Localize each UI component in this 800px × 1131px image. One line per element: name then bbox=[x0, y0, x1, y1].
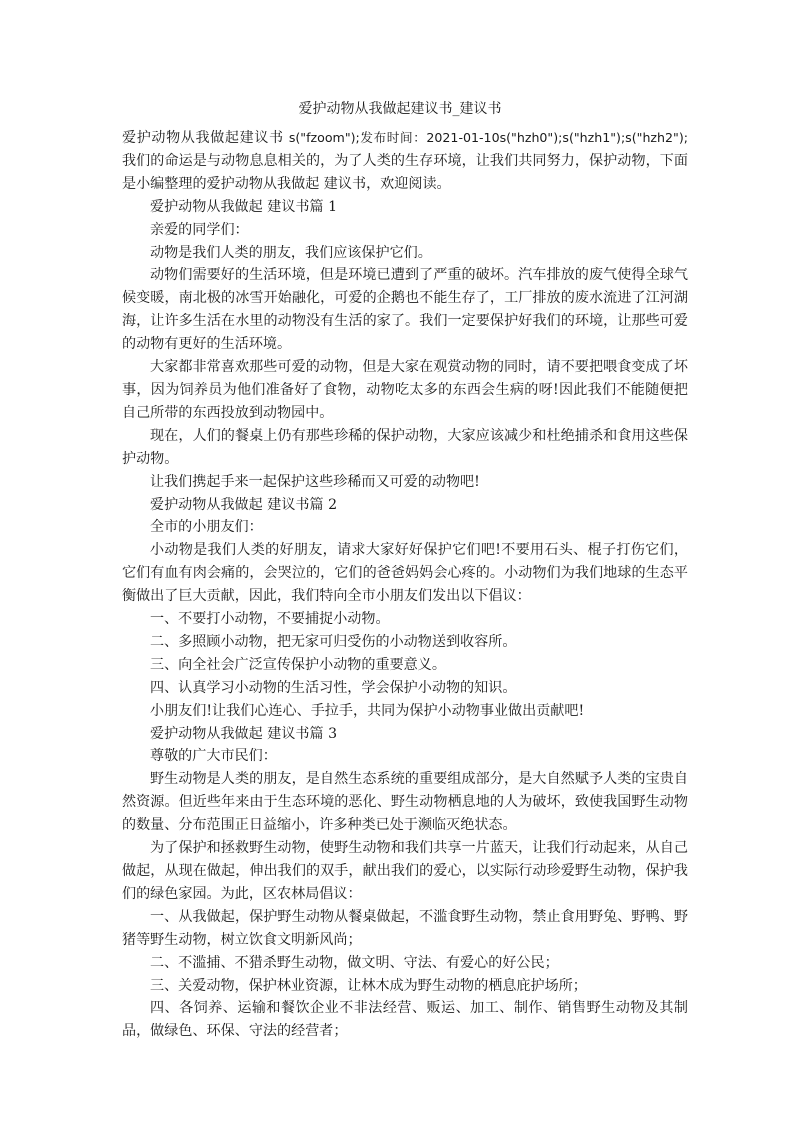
list-item: 四、认真学习小动物的生活习性，学会保护小动物的知识。 bbox=[150, 679, 517, 696]
section-heading-2: 爱护动物从我做起 建议书篇 2 bbox=[150, 496, 338, 513]
list-item: 一、从我做起，保护野生动物从餐桌做起，不滥食野生动物，禁止食用野兔、野鸭、野猪等野生动物，树立饮食文明新风尚； bbox=[122, 908, 688, 948]
list-item: 二、多照顾小动物，把无家可归受伤的小动物送到收容所。 bbox=[150, 633, 517, 650]
list-item: 一、不要打小动物，不要捕捉小动物。 bbox=[150, 611, 390, 628]
section-heading-1: 爱护动物从我做起 建议书篇 1 bbox=[150, 198, 338, 215]
list-item: 四、各饲养、运输和餐饮企业不非法经营、贩运、加工、制作、销售野生动物及其制品，做绿色、环保、守法的经营者； bbox=[122, 1000, 688, 1040]
paragraph: 小动物是我们人类的好朋友，请求大家好好保护它们吧!不要用石头、棍子打伤它们，它们有血有肉会痛的，会哭泣的，它们的爸爸妈妈会心疼的。小动物们为我们地球的生态平衡做出了巨大贡献，因此，我们特向全市小朋友们发出以下倡议： bbox=[122, 542, 688, 605]
list-item: 二、不滥捕、不猎杀野生动物，做文明、守法、有爱心的好公民； bbox=[150, 954, 559, 971]
document-body bbox=[122, 127, 688, 1043]
document-title: 爱护动物从我做起建议书_建议书 bbox=[298, 101, 502, 117]
paragraph: 为了保护和拯救野生动物，使野生动物和我们共享一片蓝天，让我们行动起来，从自己做起，从现在做起，伸出我们的双手，献出我们的爱心，以实际行动珍爱野生动物，保护我们的绿色家园。为此，区农林局倡议： bbox=[122, 840, 688, 902]
list-item: 三、向全社会广泛宣传保护小动物的重要意义。 bbox=[150, 656, 446, 673]
salutation-2: 全市的小朋友们： bbox=[150, 519, 263, 536]
paragraph: 大家都非常喜欢那些可爱的动物，但是大家在观赏动物的同时，请不要把喂食变成了坏事，因为饲养员为他们准备好了食物，动物吃太多的东西会生病的呀!因此我们不能随便把自己所带的东西投放到动物园中。 bbox=[122, 359, 688, 421]
paragraph: 动物们需要好的生活环境，但是环境已遭到了严重的破坏。汽车排放的废气使得全球气候变暖，南北极的冰雪开始融化，可爱的企鹅也不能生存了，工厂排放的废水流进了江河湖海，让许多生活在水里的动物没有生活的家了。我们一定要保护好我们的环境，让那些可爱的动物有更好的生活环境。 bbox=[122, 267, 688, 353]
salutation-1: 亲爱的同学们： bbox=[150, 221, 249, 238]
paragraph: 让我们携起手来一起保护这些珍稀而又可爱的动物吧! bbox=[150, 473, 480, 490]
section-heading-3: 爱护动物从我做起 建议书篇 3 bbox=[150, 725, 338, 742]
paragraph: 动物是我们人类的朋友，我们应该保护它们。 bbox=[150, 244, 432, 261]
intro-lead: 爱护动物从我做起建议书 bbox=[122, 130, 289, 146]
paragraph: 现在，人们的餐桌上仍有那些珍稀的保护动物，大家应该减少和杜绝捕杀和食用这些保护动物。 bbox=[122, 427, 688, 467]
intro-paragraph bbox=[122, 127, 688, 196]
intro-rest: 我们的命运是与动物息息相关的，为了人类的生存环境，让我们共同努力，保护动物，下面是小编整理的爱护动物从我做起 建议书，欢迎阅读。 bbox=[122, 152, 688, 192]
list-item: 三、关爱动物，保护林业资源，让林木成为野生动物的栖息庇护场所； bbox=[150, 977, 587, 994]
paragraph: 小朋友们!让我们心连心、手拉手，共同为保护小动物事业做出贡献吧! bbox=[150, 702, 585, 719]
intro-code: s("fzoom");发布时间：2021-01-10s("hzh0");s("hzh1");s("hzh2"); bbox=[288, 130, 688, 145]
paragraph: 野生动物是人类的朋友，是自然生态系统的重要组成部分，是大自然赋予人类的宝贵自然资源。但近些年来由于生态环境的恶化、野生动物栖息地的人为破坏，致使我国野生动物的数量、分布范围正日益缩小，许多种类已处于濒临灭绝状态。 bbox=[122, 771, 688, 834]
salutation-3: 尊敬的广大市民们： bbox=[150, 748, 277, 765]
